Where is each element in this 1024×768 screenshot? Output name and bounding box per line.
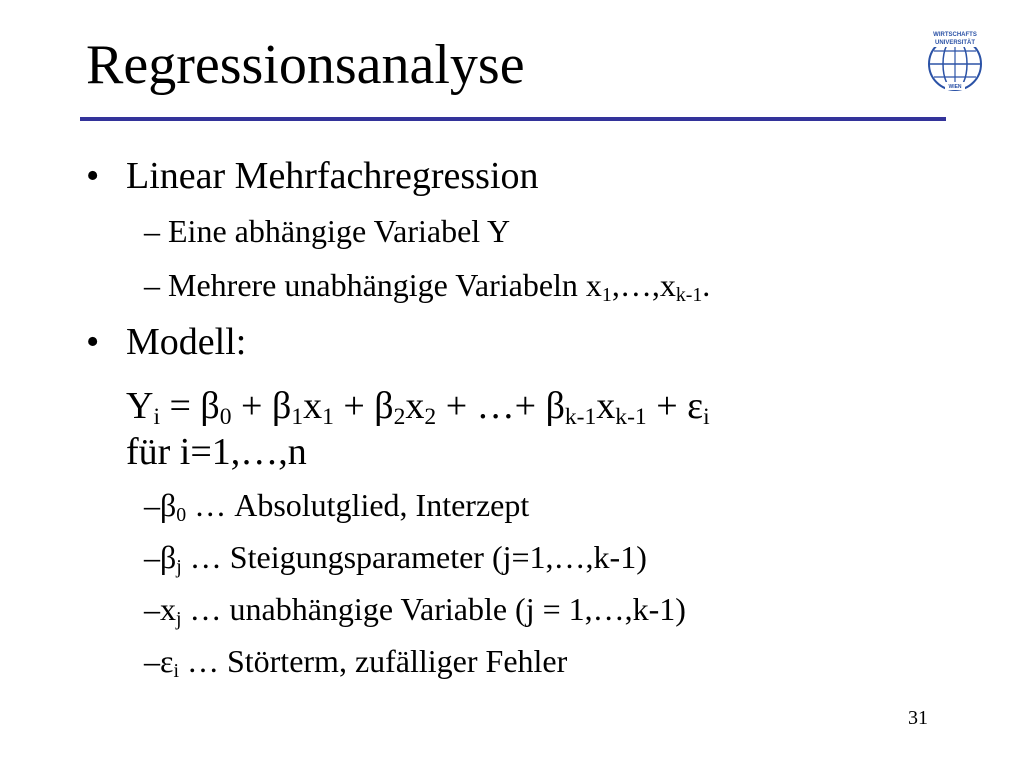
def-symbol: β bbox=[160, 539, 177, 575]
definition-beta0 bbox=[144, 486, 529, 524]
dash-marker: – bbox=[144, 213, 160, 249]
logo-line3: WIEN bbox=[948, 84, 962, 90]
def-symbol: ε bbox=[160, 643, 174, 679]
title-divider bbox=[80, 117, 946, 121]
def-text: … unabhängige Variable (j = 1,…,k-1) bbox=[181, 591, 686, 627]
definition-betaj bbox=[144, 538, 647, 576]
model-formula-range: für i=1,…,n bbox=[126, 431, 307, 473]
model-formula: $Y_i = \beta_0 + \beta_1x_1 + \beta_2x_2$ + …+ $\beta_{k-1}x_{k-1} + \varepsilon_i$ bbox=[126, 385, 710, 430]
dash-marker: – bbox=[144, 643, 160, 679]
page-number: 31 bbox=[908, 707, 928, 729]
bullet-marker: • bbox=[86, 321, 100, 363]
slide-title: Regressionsanalyse bbox=[86, 34, 525, 96]
subscript: k-1 bbox=[675, 283, 703, 306]
bullet-text: Linear Mehrfachregression bbox=[126, 155, 539, 197]
def-subscript: j bbox=[176, 555, 182, 578]
def-subscript: i bbox=[173, 659, 179, 682]
def-symbol: β bbox=[160, 487, 177, 523]
definition-epsilon bbox=[144, 642, 567, 680]
def-text: … Steigungsparameter (j=1,…,k-1) bbox=[181, 539, 647, 575]
university-logo bbox=[920, 24, 990, 94]
subbullet-dependent-variable bbox=[144, 212, 510, 250]
subbullet-text: Mehrere unabhängige Variabeln x bbox=[168, 267, 602, 303]
dash-marker: – bbox=[144, 267, 160, 303]
subscript: 1 bbox=[601, 283, 612, 306]
def-text: … Störterm, zufälliger Fehler bbox=[178, 643, 568, 679]
subbullet-text: Eine abhängige Variabel Y bbox=[168, 213, 511, 249]
subbullet-text-cont: ,…,x bbox=[611, 267, 676, 303]
subbullet-independent-variables bbox=[144, 266, 710, 304]
dash-marker: – bbox=[144, 539, 160, 575]
def-subscript: j bbox=[176, 607, 182, 630]
bullet-text: Modell: bbox=[126, 321, 247, 363]
bullet-marker: • bbox=[86, 155, 100, 197]
definition-xj bbox=[144, 590, 686, 628]
def-subscript: 0 bbox=[176, 503, 187, 526]
def-symbol: x bbox=[160, 591, 176, 627]
dash-marker: – bbox=[144, 487, 160, 523]
def-text: … Absolutglied, Interzept bbox=[186, 487, 530, 523]
subbullet-text-end: . bbox=[702, 267, 711, 303]
logo-line2: UNIVERSITÄT bbox=[934, 40, 976, 46]
dash-marker: – bbox=[144, 591, 160, 627]
logo-line1: WIRTSCHAFTS bbox=[933, 32, 977, 38]
